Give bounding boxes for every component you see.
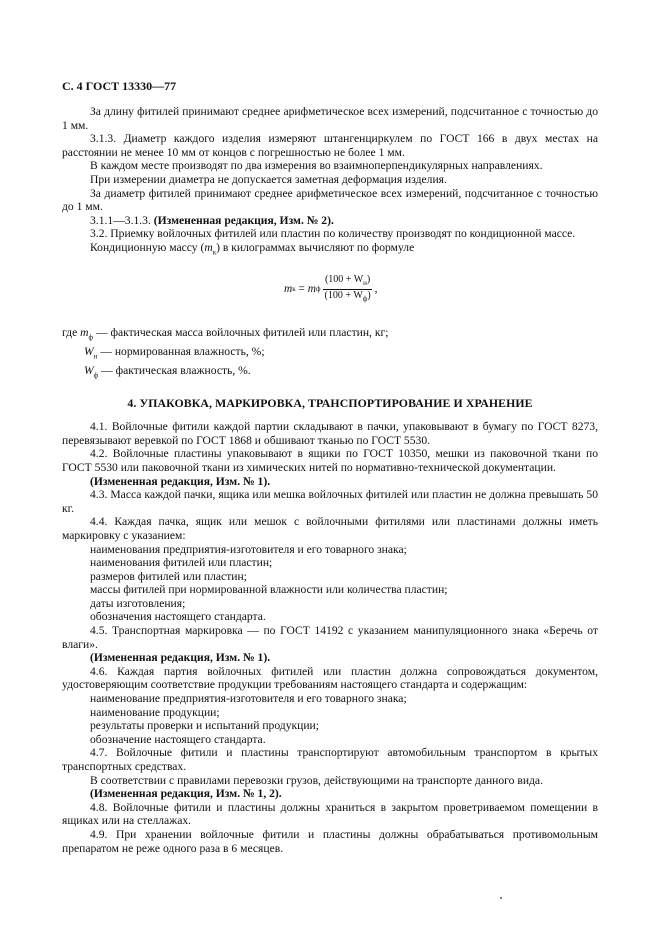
paragraph: За диаметр фитилей принимают среднее арифметическое всех измерений, подсчитанное с точностью до 1 мм. (62, 186, 598, 214)
paragraph-3-2-formula-intro: Кондиционную массу $(m_к)$ в килограммах вычисляют по формуле (90, 240, 415, 257)
paragraph-4-3: 4.3. Масса каждой пачки, ящика или мешка войлочных фитилей или пластин не должна превышать 50 кг. (62, 488, 598, 515)
amendment-note (62, 214, 598, 228)
list-item: наименование продукции; (90, 705, 220, 719)
section-title: 4. УПАКОВКА, МАРКИРОВКА, ТРАНСПОРТИРОВАНИЕ И ХРАНЕНИЕ (127, 395, 533, 410)
document-body (62, 105, 598, 855)
formula-fraction: $\frac{(100 + W_н)}{(100 + W_ф)}$ (324, 273, 371, 303)
list-item: обозначения настоящего стандарта. (90, 610, 266, 624)
paragraph: При измерении диаметра не допускается заметная деформация изделия. (90, 172, 447, 186)
paragraph-4-7: 4.7. Войлочные фитили и пластины транспортируют автомобильным транспортом в крытых транспортных средствах. (62, 746, 598, 773)
paragraph-4-2: 4.2. Войлочные пластины упаковывают в ящики по ГОСТ 10350, мешки из паковочной ткани по ГОСТ 5530 или паковочной ткани из химических нитей по нормативно-технической документации. (62, 447, 598, 474)
list-item: наименования фитилей или пластин; (90, 556, 273, 570)
paragraph: За длину фитилей принимают среднее арифметическое всех измерений, подсчитанное с точностью до 1 мм. (62, 105, 598, 132)
paragraph-3-1-3: 3.1.3. Диаметр каждого изделия измеряют штангенциркулем по ГОСТ 166 в двух местах на расстоянии не менее 10 мм от концов с погрешностью не более 1 мм. (62, 132, 598, 159)
paragraph: В соответствии с правилами перевозки грузов, действующими на транспорте данного вида. (90, 773, 543, 787)
paragraph-4-4: 4.4. Каждая пачка, ящик или мешок с войлочными фитилями или пластинами должны иметь маркировку с указанием: (62, 515, 598, 542)
amendment-note: (Измененная редакция, Изм. № 1). (90, 651, 271, 665)
amendment-prefix: 3.1.1—3.1.3. (90, 213, 154, 227)
paragraph-3-2: 3.2. Приемку войлочных фитилей или пластин по количеству производят по кондиционной массе. (90, 227, 576, 241)
where-item: $W_ф$ — фактическая влажность, %. (84, 363, 251, 379)
list-item: размеров фитилей или пластин; (90, 569, 247, 583)
page-header: С. 4 ГОСТ 13330—77 (62, 79, 177, 93)
formula-conditional-mass: m к = m ф $\frac{(100 + W_н)}{(100 + W_ф)}$ , (284, 273, 378, 303)
where-item: где $m_ф$ — фактическая масса войлочных фитилей или пластин, кг; (62, 325, 389, 342)
amendment-bold: (Измененная редакция, Изм. № 2). (153, 213, 334, 227)
list-item: даты изготовления; (90, 596, 186, 610)
paragraph-4-8: 4.8. Войлочные фитили и пластины должны храниться в закрытом проветриваемом помещении в ящиках или на стеллажах. (62, 800, 598, 828)
list-item: результаты проверки и испытаний продукции; (90, 719, 319, 733)
paragraph-4-1: 4.1. Войлочные фитили каждой партии складывают в пачки, упаковывают в бумагу по ГОСТ 8273, перевязывают веревкой по ГОСТ 1868 и обшивают тканью по ГОСТ 5530. (62, 420, 598, 447)
paragraph: В каждом месте производят по два измерения во взаимноперпендикулярных направлениях. (90, 159, 543, 173)
amendment-note: (Измененная редакция, Изм. № 1). (90, 474, 271, 488)
paragraph-4-5: 4.5. Транспортная маркировка — по ГОСТ 14192 с указанием манипуляционного знака «Беречь от влаги». (62, 624, 598, 651)
list-item: массы фитилей при нормированной влажности или количества пластин; (90, 583, 448, 597)
where-item: $W_н$ — нормированная влажность, %; (84, 344, 265, 361)
amendment-note: (Измененная редакция, Изм. № 1, 2). (90, 787, 282, 801)
list-item: наименования предприятия-изготовителя и его товарного знака; (90, 542, 407, 556)
paragraph-4-9: 4.9. При хранении войлочные фитили и пластины должны обрабатываться противомольным препаратом не реже одного раза в 6 месяцев. (62, 827, 598, 855)
list-item: обозначение настоящего стандарта. (90, 732, 266, 746)
list-item: наименование предприятия-изготовителя и его товарного знака; (90, 692, 407, 706)
paragraph-4-6: 4.6. Каждая партия войлочных фитилей или пластин должна сопровождаться документом, удостоверяющим соответствие продукции требованиям настоящего стандарта и содержащим: (62, 664, 598, 692)
page-speck (500, 897, 502, 899)
